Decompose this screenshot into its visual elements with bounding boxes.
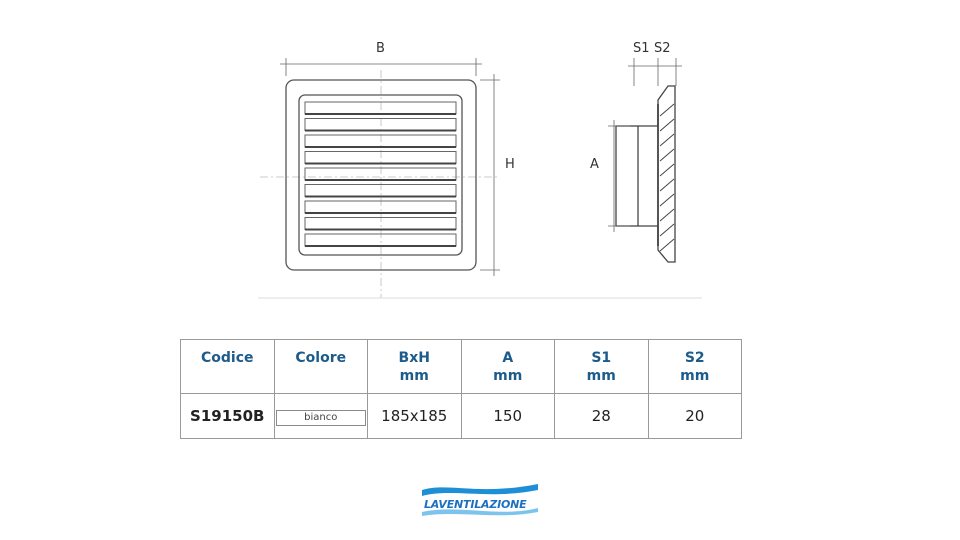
header-codice: Codice xyxy=(181,340,275,394)
side-slat xyxy=(660,104,674,116)
cell-codice: S19150B xyxy=(181,394,275,439)
header-s2: S2 mm xyxy=(648,340,742,394)
side-slat xyxy=(660,119,674,131)
cell-bxh: 185x185 xyxy=(368,394,462,439)
table-row xyxy=(181,394,742,439)
front-view xyxy=(260,70,500,298)
label-s1: S1 xyxy=(633,41,650,56)
louver-slat xyxy=(305,119,456,131)
louver-slat xyxy=(305,234,456,246)
label-a: A xyxy=(590,157,599,172)
header-bxh: BxH mm xyxy=(368,340,462,394)
table-header-row xyxy=(181,340,742,394)
specification-table xyxy=(180,339,742,439)
louver-slat xyxy=(305,201,456,213)
brand-logo xyxy=(418,480,540,520)
side-louver-hatching xyxy=(660,104,674,251)
side-slat xyxy=(660,149,674,161)
color-swatch: bianco xyxy=(276,410,366,426)
louver-slat xyxy=(305,152,456,164)
side-slat xyxy=(660,209,674,221)
cell-a: 150 xyxy=(461,394,555,439)
side-slat xyxy=(660,194,674,206)
side-slat xyxy=(660,224,674,236)
louver-slat xyxy=(305,185,456,197)
louver-slat xyxy=(305,102,456,114)
cell-s1: 28 xyxy=(555,394,649,439)
logo-text: LAVENTILAZIONE xyxy=(424,498,527,511)
dimension-s1-s2 xyxy=(628,58,682,86)
dimension-a xyxy=(608,120,630,232)
label-b: B xyxy=(376,41,385,56)
side-slat xyxy=(660,239,674,251)
header-colore: Colore xyxy=(274,340,368,394)
louver-slats xyxy=(305,102,456,246)
label-h: H xyxy=(505,157,515,172)
side-slat xyxy=(660,179,674,191)
dimension-h xyxy=(480,74,500,276)
cell-colore xyxy=(274,394,368,439)
side-view xyxy=(616,86,675,262)
cell-s2: 20 xyxy=(648,394,742,439)
side-slat xyxy=(660,134,674,146)
louver-slat xyxy=(305,218,456,230)
header-s1: S1 mm xyxy=(555,340,649,394)
side-slat xyxy=(660,164,674,176)
louver-slat xyxy=(305,168,456,180)
louver-slat xyxy=(305,135,456,147)
header-a: A mm xyxy=(461,340,555,394)
label-s2: S2 xyxy=(654,41,671,56)
